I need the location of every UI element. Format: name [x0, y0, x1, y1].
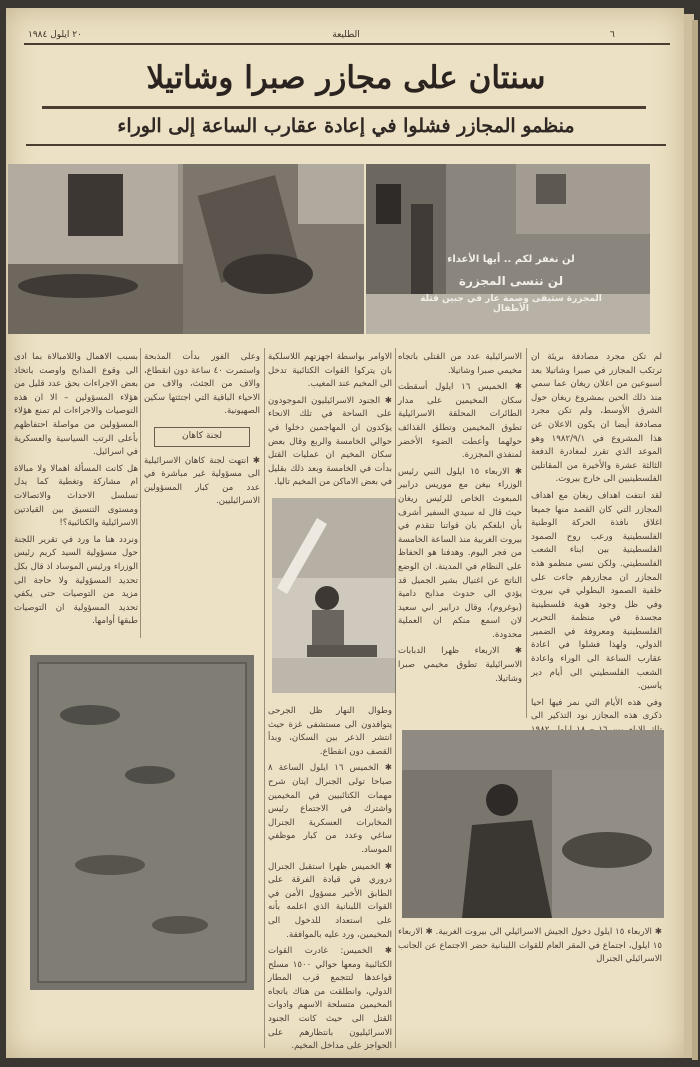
article-column-6 [268, 705, 392, 1052]
article-column-7 [398, 926, 662, 1046]
child-survivor-photo [272, 498, 396, 693]
paragraph: وعلى الفور بدأت المذبحة واستمرت ٤٠ ساعة دون انقطاع، والاف من الجثث، والاف من الاحياء الباقية التي اجتثتها سكين الصهيونية. [144, 352, 260, 417]
article-column-3 [268, 351, 392, 491]
paragraph: ✱ الاربعاء ١٥ ايلول دخول الجيش الاسرائيلي الى بيروت الغربية. ✱ الاربعاء ١٥ ايلول، اجتماع في المقر العام للقوات اللبنانية حضر الاجتماع عن الجانب الاسرائيلي الجنرال [398, 927, 662, 965]
inset-caption: لجنة كاهان [154, 427, 250, 447]
mourning-woman-photo [402, 730, 664, 918]
paragraph: وطوال النهار ظل الجرحى يتوافدون الى مستشفى غزة حيث انتشر الذعر بين السكان، وبدأ القصف دون انقطاع. [268, 706, 392, 757]
paragraph: ونردد هنا ما ورد في تقرير اللجنة حول مسؤولية السيد كريم رئيس الوزراء ورئيس الموساد اذ قال بكل تحديد المسؤولية ولا حاجة الى مزيد من التوصيات حتى يكفي تحديد المسؤولية ان التوصيات طبقها أوامها. [14, 534, 138, 627]
article-column-1 [531, 351, 662, 722]
paragraph: هل كانت المسألة اهمالا ولا مبالاة ام مشاركة وتغطية كما يدل تسلسل الاحداث والاتصالات ومستوى التنسيق بين القيادتين الاسرائيلية والكتائبية؟! [14, 463, 138, 529]
sub-headline: منظمو المجازر فشلوا في إعادة عقارب الساعة إلى الوراء [117, 115, 575, 137]
aerial-bodies-photo [30, 655, 254, 990]
column-divider [140, 348, 141, 638]
mourning-photo-graphic [402, 730, 664, 918]
graffiti-text-2: لن ننسى المجزرة [458, 274, 564, 288]
paragraph: لم تكن مجرد مصادفة بريئة ان ترتكب المجازر في صبرا وشاتيلا بعد أسبوعين من اعلان ريغان عما سمي منذ ذلك الحين بمشروع ريغان حول الشرق الأوسط، ولم تكن مجرد مصادفة أيضا ان يكون الاعلان عن هذا المشروع في ١٩٨٢/٩/١ وهو الموعد الذي تقرر لمغادرة الدفعة الثالثة عشرة والأخيرة من المقاتلين الفلسطينيين الى خارج بيروت. [531, 352, 662, 485]
column-divider [395, 348, 396, 1048]
paragraph: لقد انتفت اهداف ريغان مع اهداف المجازر التي كان القصد منها جميعا اغلاق نافذة الحركة الوطنية الفلسطينية ورعب روح الصمود الفلسطينية بين ابناء الشعب الفلسطيني. ولكن نسي منظمو هذه المجازر ان مجازرهم جاءت على خلفية الصمود البطولي في بيروت وفي ظل وجود هوية فلسطينية مجسدة في منظمة التحرير الفلسطينية ومعروفة في الضمير الدولي، ولهذا فشلوا في اعادة عقارب الساعة الى الوراء واعادة الشعب الفلسطيني الى أيام دير ياسين. [531, 490, 662, 692]
paragraph: ✱ انتهت لجنة كاهان الاسرائيلية الى مسؤولية غير مباشرة في عدد من كبار المسؤولين الاسرائيليين. [144, 455, 260, 507]
paragraph: ✱ الخميس: غادرت القوات الكتائبية ومعها حوالي ١٥٠٠ مسلح قواعدها لتتجمع قرب المطار الدولي، وانطلقت من هناك باتجاه المخيمين متسلحة الاسهم وادوات القتل الى حيث كانت الجنود الاسرائيليون بانتظارهم على الحواجز على مداخل المخيم. [268, 946, 392, 1052]
paragraph: ✱ الخميس ظهرا استقبل الجنرال دروري في قيادة الفرقة على الطابق الأخير مسؤول الأمن في القوات اللبنانية الذي اعلمه بأنه على استعداد للدخول الى المخيمين، ورد عليه بالموافقة. [268, 861, 392, 940]
graffiti-text-3: المجزرة ستبقى وصمة عار في جبين قتلة الأطفال [420, 294, 602, 314]
issue-date: ٢٠ ايلول ١٩٨٤ [28, 30, 82, 40]
header-rule [24, 43, 670, 45]
paragraph: بسبب الاهمال واللامبالاة بما ادى الى وقوع المذابح واوصت باتخاذ بعض الاجراءات بحق عدد قليل من هؤلاء المسؤولين – الا ان هذه التوصيات والاجراءات لم تمنع هؤلاء المسؤولين من مواصلة احتفاظهم بأعلى الرتب السياسية والعسكرية في اسرائيل. [14, 352, 138, 458]
paragraph: ✱ الاربعاء ١٥ ايلول النبي رئيس الوزراء بيغن مع موريس درابير المبعوث الخاص للرئيس ريغان حيث قال له سيدي السفير أشرف بأن ابلغكم بان قواتنا تتقدم في بيروت الغربية منذ الساعة الخامسة من فجر اليوم. وهدفنا هو الحفاظ على النظام في المدينة. ان الوضع الناتج عن اغتيال بشير الجميل قد يؤدي الى حدوث مذابح دامية (بوغروم)، وقال درابير اني سعيد لان اسمع منكم ان العملية محدودة. [398, 466, 522, 640]
paragraph: وفي هذه الأيام التي نمر فيها احيا ذكرى هذه المجازر نود التذكير الى [531, 697, 662, 722]
paragraph: ✱ الاربعاء ظهرا الدبابات الاسرائيلية تطوق مخيمي صبرا وشاتيلا. [398, 646, 522, 684]
paragraph: ✱ الخميس ١٦ ايلول أسقطت سكان المخيمين على مدار الطائرات المحلقة الاسرائيلية تطوق المخيمين وتطلق القذائف حولهما وأعطت الضوء الأخضر لمنفذي المجزرة. [398, 382, 522, 461]
column-divider [526, 348, 527, 718]
child-photo-graphic [272, 498, 396, 693]
aerial-photo-graphic [30, 655, 254, 990]
massacre-victims-photo [8, 164, 364, 334]
street-graffiti-photo [366, 164, 650, 334]
paragraph: ✱ الخميس ١٦ ايلول الساعة ٨ صباحا تولى الجنرال ايتان شرح مهمات الكتائبيين في المخيمين واشترك في الاجتماع رئيس المخابرات العسكرية الجنرال ساغي وعدد من كبار موظفي الموساد. [268, 763, 392, 855]
article-column-5 [14, 351, 138, 641]
article-column-2 [398, 351, 522, 701]
subhead-underline [26, 144, 666, 146]
graffiti-text-1: لن نغفر لكم .. أيها الأعداء [447, 254, 575, 265]
newspaper-page [6, 8, 684, 1058]
publication-name: الطليعة [332, 30, 360, 40]
page-number: ٦ [610, 30, 615, 40]
article-column-4 [144, 351, 260, 566]
paragraph: الاوامر بواسطة اجهزتهم اللاسلكية بان يتركوا القوات الكتائبية تدخل الى المخيم عند المغيب. [268, 352, 392, 390]
main-headline: سنتان على مجازر صبرا وشاتيلا [146, 60, 546, 96]
victims-photo-graphic [8, 164, 364, 334]
paragraph: ✱ الجنود الاسرائيليون الموجودون على الساحة في تلك الانحاء يؤكدون ان المهاجمين دخلوا في حوالي الخامسة والربع وقال بعض سكان المخيم ان عمليات القتل بدأت في الخامسة وبعد ذلك بقليل في بعض الاماكن من المخيم تاليا. [268, 395, 392, 488]
headline-underline [42, 106, 646, 109]
paragraph: الاسرائيلية عدد من القتلى باتجاه مخيمي صبرا وشاتيلا. [398, 352, 522, 376]
column-divider [264, 348, 265, 1048]
